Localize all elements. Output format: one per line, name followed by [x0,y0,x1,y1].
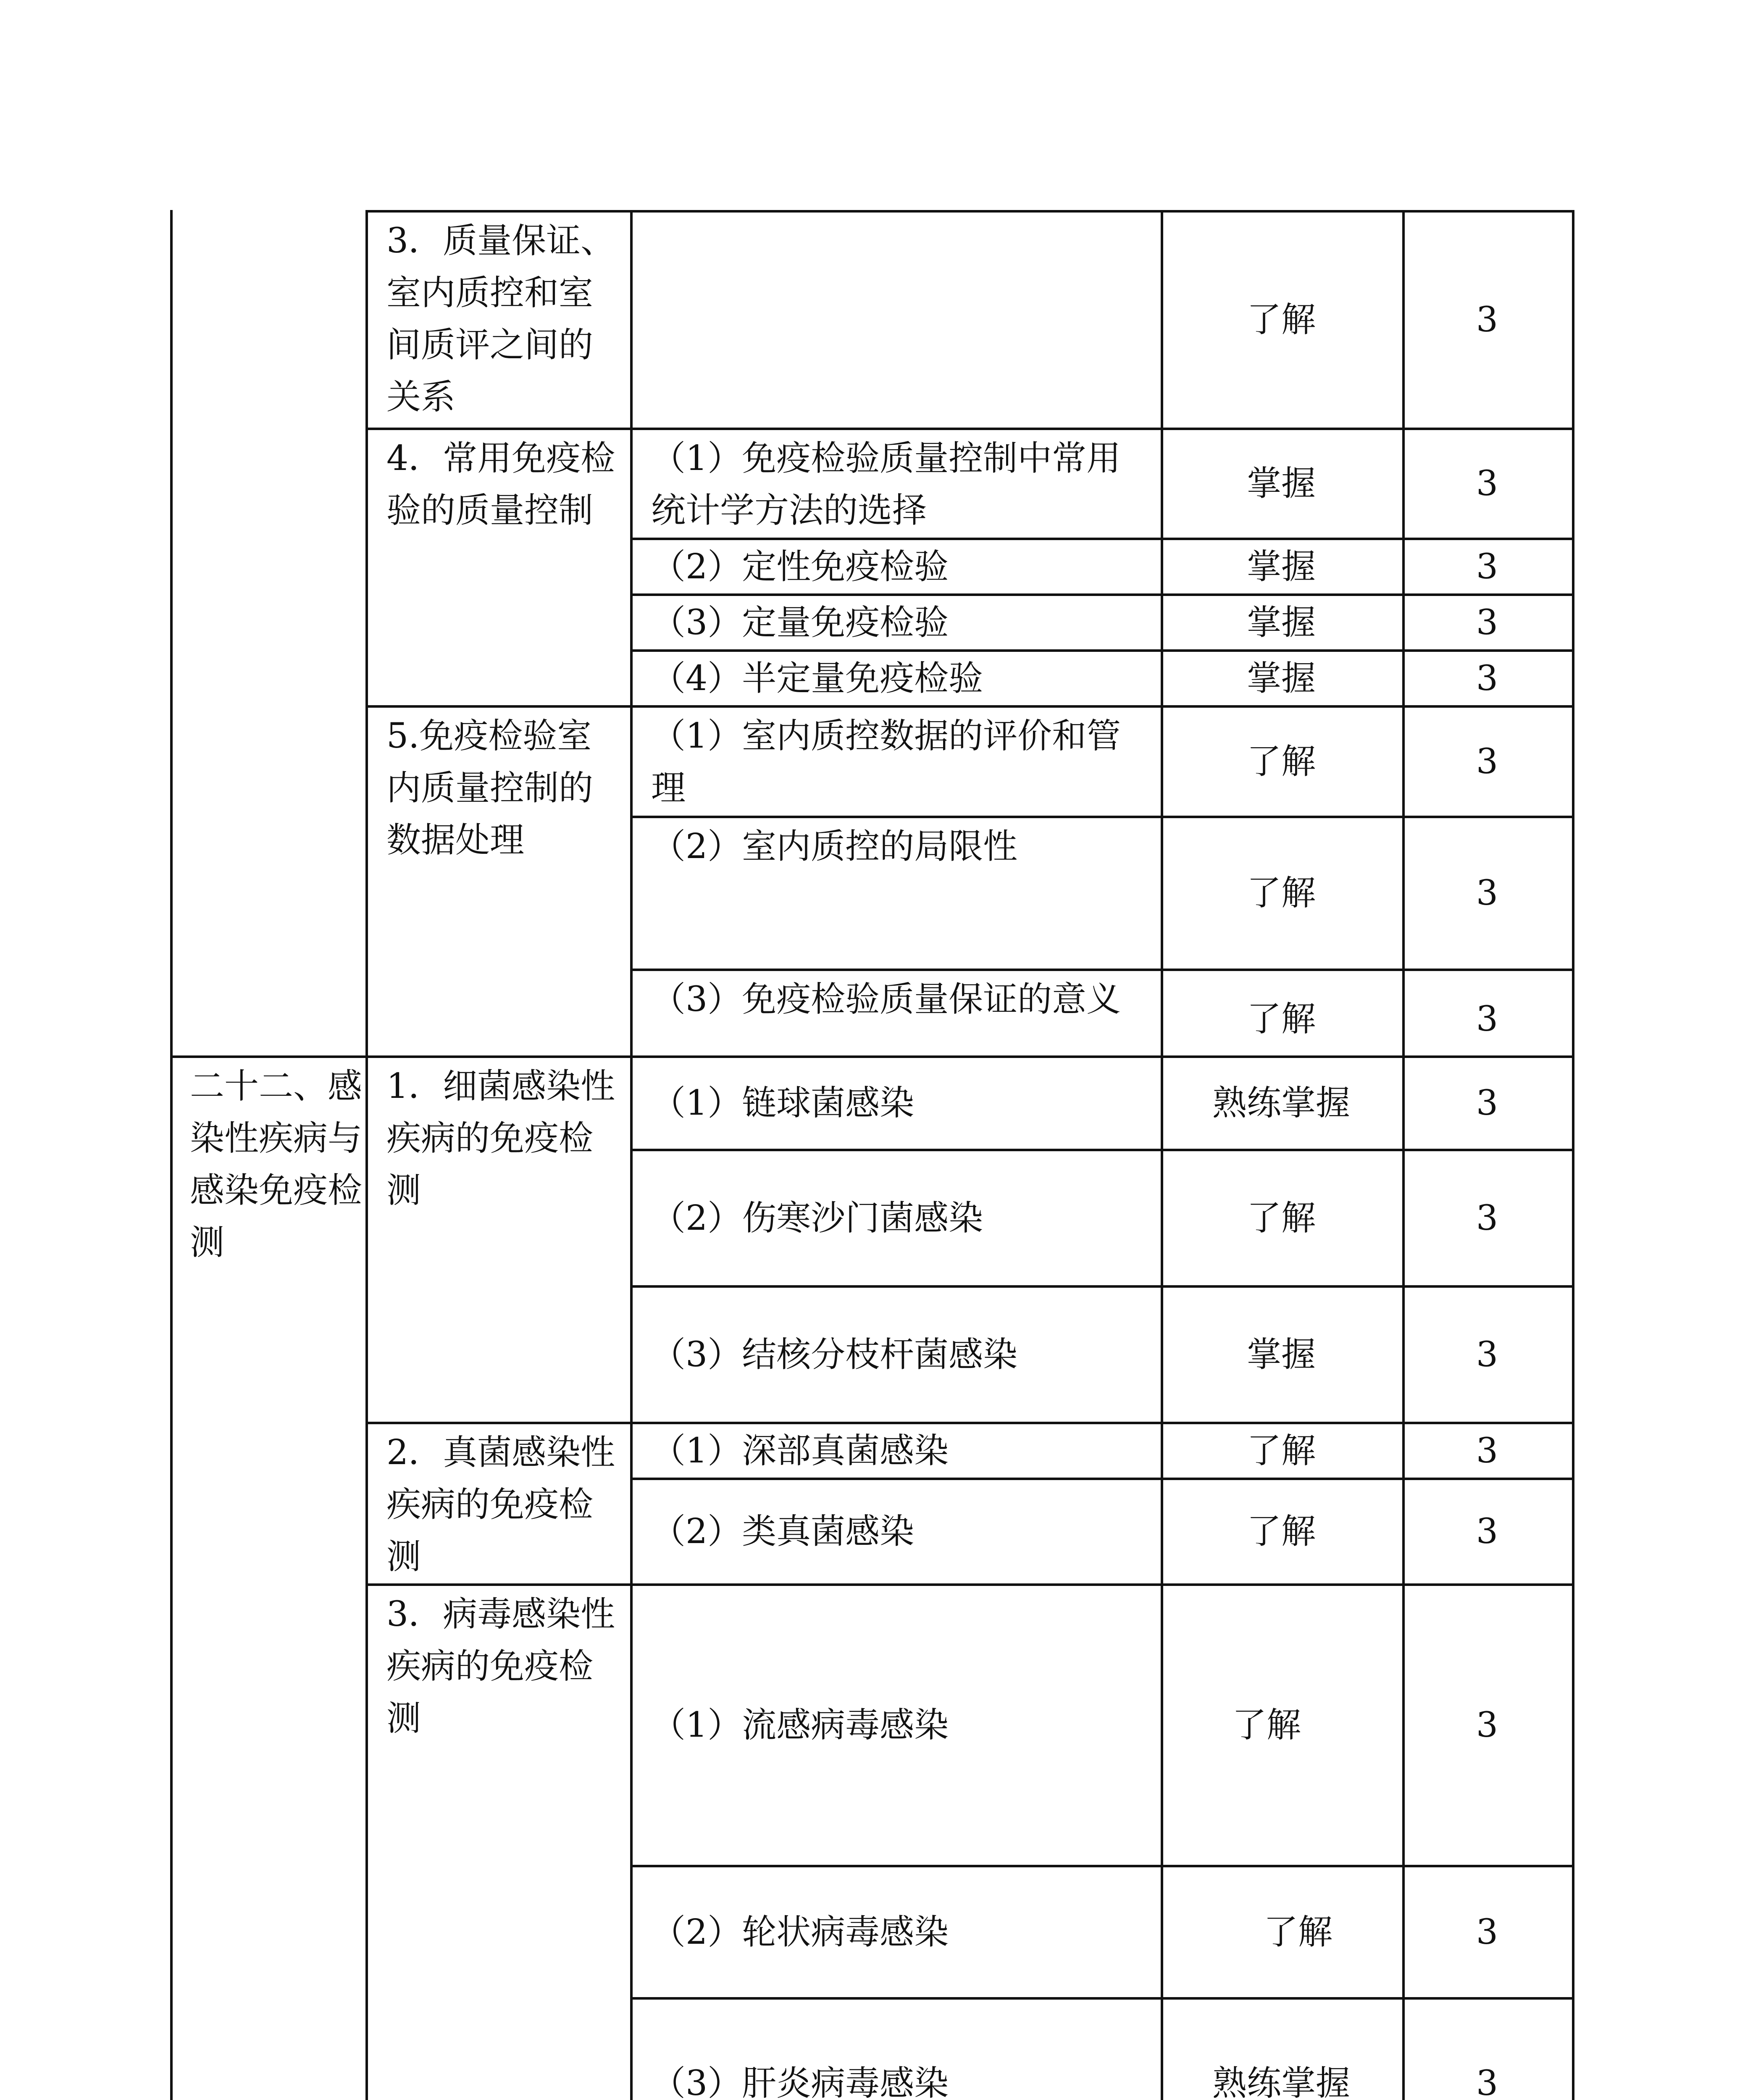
subtopic-cell: 3．病毒感染性疾病的免疫检测 [386,1594,615,1738]
content-cell: （2）伤寒沙门菌感染 [651,1198,983,1238]
level-cell: 了解 [1232,1705,1301,1745]
level-cell: 掌握 [1246,464,1316,504]
content-cell: （1）深部真菌感染 [651,1431,949,1471]
level-cell: 掌握 [1246,602,1316,643]
content-cell: （2）轮状病毒感染 [651,1912,949,1952]
level-cell: 了解 [1246,1198,1316,1238]
content-cell: （1）链球菌感染 [651,1083,915,1123]
level-cell: 了解 [1246,1512,1316,1551]
hours-cell: 3 [1476,999,1498,1039]
hours-cell: 3 [1476,1083,1498,1123]
subtopic-cell: 1．细菌感染性疾病的免疫检测 [386,1066,615,1210]
content-cell: （1）流感病毒感染 [651,1705,949,1745]
level-cell: 了解 [1246,1431,1316,1471]
hours-cell: 3 [1476,658,1498,698]
hours-cell: 3 [1476,1912,1498,1952]
content-cell: （1）免疫检验质量控制中常用统计学方法的选择 [651,438,1121,530]
content-cell: （1）室内质控数据的评价和管理 [651,716,1121,808]
hours-cell: 3 [1476,2063,1498,2100]
content-cell: （3）肝炎病毒感染 [651,2063,949,2100]
subtopic-cell: 2．真菌感染性疾病的免疫检测 [386,1433,615,1577]
hours-cell: 3 [1476,1512,1498,1551]
level-cell: 了解 [1246,300,1316,340]
subtopic-cell: 5.免疫检验室内质量控制的数据处理 [386,716,594,860]
subtopic-cell: 4．常用免疫检验的质量控制 [386,438,615,530]
content-cell: （3）结核分枝杆菌感染 [651,1334,1018,1375]
topic-cell: 二十二、感染性疾病与感染免疫检测 [190,1066,363,1263]
level-cell: 了解 [1246,873,1316,913]
content-cell: （2）类真菌感染 [651,1512,915,1551]
level-cell: 掌握 [1246,658,1316,698]
level-cell: 掌握 [1246,1334,1316,1375]
hours-cell: 3 [1476,1431,1498,1471]
content-cell: （3）免疫检验质量保证的意义 [651,979,1121,1019]
hours-cell: 3 [1476,873,1498,913]
content-cell: （2）室内质控的局限性 [651,827,1018,866]
hours-cell: 3 [1476,1705,1498,1745]
level-cell: 掌握 [1246,546,1316,587]
level-cell: 了解 [1246,999,1316,1039]
hours-cell: 3 [1476,464,1498,504]
content-cell: （3）定量免疫检验 [651,602,949,643]
hours-cell: 3 [1476,1198,1498,1238]
hours-cell: 3 [1476,300,1498,340]
subtopic-cell: 3．质量保证、室内质控和室间质评之间的关系 [386,221,615,417]
level-cell: 了解 [1263,1912,1332,1952]
level-cell: 熟练掌握 [1212,2063,1350,2100]
level-cell: 熟练掌握 [1212,1083,1350,1123]
hours-cell: 3 [1476,1334,1498,1375]
content-cell: （4）半定量免疫检验 [651,658,983,698]
content-cell: （2）定性免疫检验 [651,546,949,587]
hours-cell: 3 [1476,602,1498,643]
level-cell: 了解 [1246,741,1316,782]
hours-cell: 3 [1476,546,1498,587]
hours-cell: 3 [1476,741,1498,782]
